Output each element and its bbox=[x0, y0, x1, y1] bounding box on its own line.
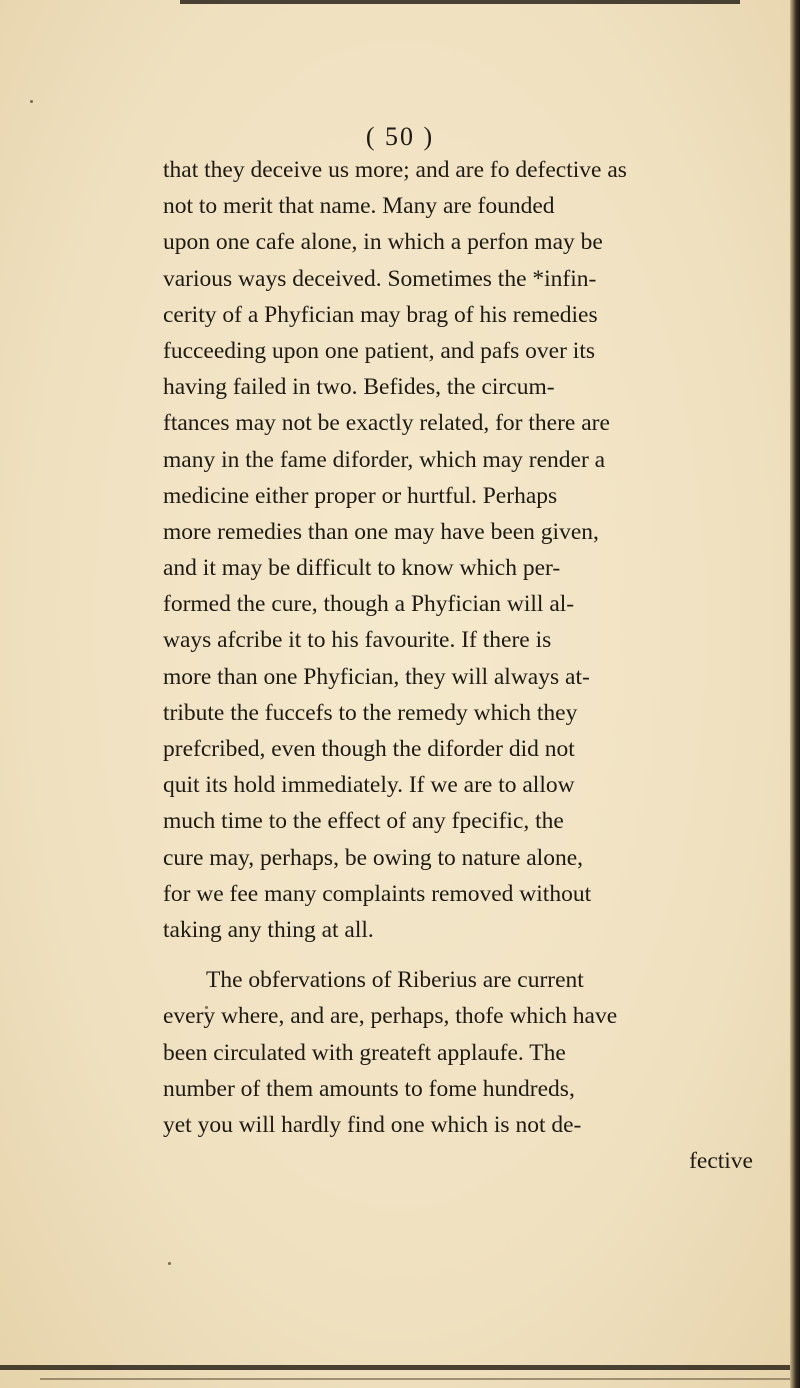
text-line: more remedies than one may have been given, bbox=[163, 518, 599, 545]
text-line: for we fee many complaints removed without bbox=[163, 880, 592, 907]
paragraph-gap bbox=[163, 948, 800, 962]
text-line: yet you will hardly find one which is not de- bbox=[163, 1111, 582, 1138]
text-line: formed the cure, though a Phyfician will al- bbox=[163, 591, 575, 618]
text-line: that they deceive us more; and are fo defective as bbox=[163, 157, 627, 183]
paper-speck bbox=[30, 100, 33, 103]
text-line: upon one cafe alone, in which a perfon may be bbox=[163, 229, 603, 256]
paragraph-2 bbox=[163, 962, 800, 1143]
bottom-edge-line bbox=[40, 1378, 790, 1380]
text-line: every where, and are, perhaps, thofe which have bbox=[163, 1003, 618, 1030]
catchword: fective bbox=[689, 1148, 753, 1175]
text-line: The obfervations of Riberius are current bbox=[206, 967, 584, 994]
text-line: cure may, perhaps, be owing to nature alone, bbox=[163, 844, 584, 871]
text-line: having failed in two. Befides, the circum- bbox=[163, 374, 555, 401]
text-line: various ways deceived. Sometimes the *infin- bbox=[163, 265, 597, 292]
body-text bbox=[163, 152, 800, 1179]
text-line: taking any thing at all. bbox=[163, 916, 374, 943]
bottom-edge-shadow bbox=[0, 1365, 790, 1370]
text-line: quit its hold immediately. If we are to allow bbox=[163, 772, 575, 799]
text-line: more than one Phyfician, they will always at- bbox=[163, 663, 590, 690]
text-line: tribute the fuccefs to the remedy which they bbox=[163, 699, 578, 726]
paper-speck bbox=[168, 1262, 171, 1265]
text-line: ways afcribe it to his favourite. If there is bbox=[163, 627, 552, 654]
text-line: not to merit that name. Many are founded bbox=[163, 193, 555, 220]
paragraph-1 bbox=[163, 152, 800, 948]
top-edge-shadow bbox=[180, 0, 740, 4]
text-line: number of them amounts to fome hundreds, bbox=[163, 1075, 575, 1102]
text-line: been circulated with greateft applaufe. The bbox=[163, 1039, 566, 1066]
text-line: ftances may not be exactly related, for there are bbox=[163, 410, 610, 437]
text-line: and it may be difficult to know which per- bbox=[163, 555, 561, 582]
text-line: cerity of a Phyfician may brag of his remedies bbox=[163, 301, 598, 328]
text-line: fucceeding upon one patient, and pafs over its bbox=[163, 337, 595, 364]
text-line: prefcribed, even though the diforder did not bbox=[163, 736, 575, 762]
text-line: medicine either proper or hurtful. Perhaps bbox=[163, 482, 558, 509]
text-line: many in the fame diforder, which may render a bbox=[163, 446, 606, 473]
page-number: ( 50 ) bbox=[365, 122, 435, 151]
text-line: much time to the effect of any fpecific, the bbox=[163, 808, 564, 835]
